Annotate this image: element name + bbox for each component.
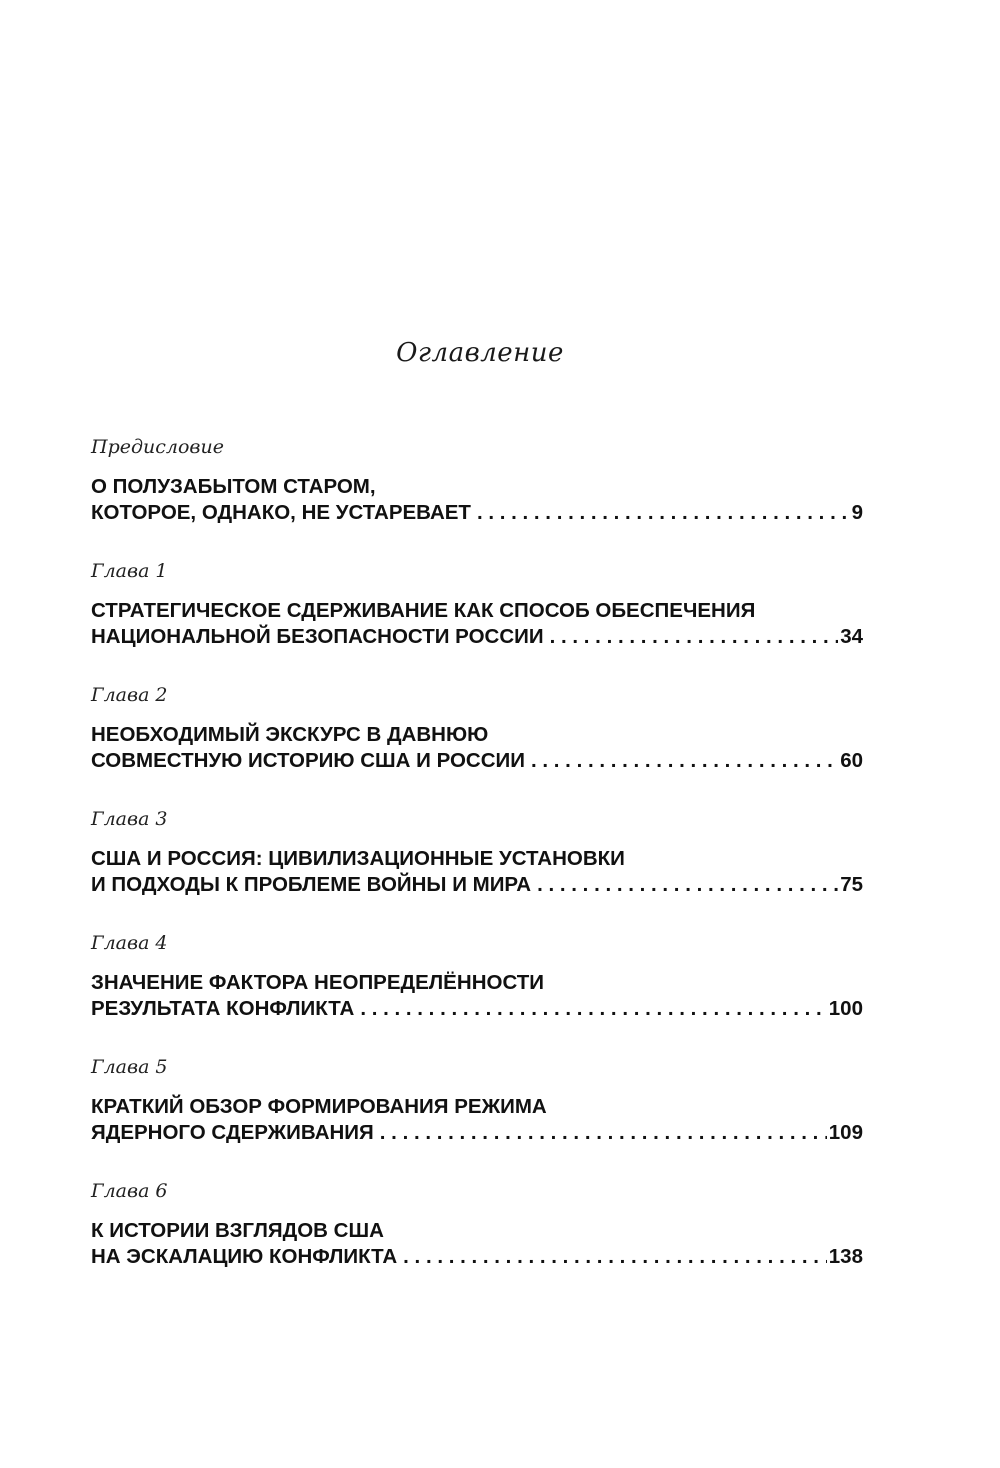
page-number: 60 [840, 749, 863, 772]
toc-entry-preface[interactable] [91, 436, 863, 560]
entry-title-line: СТРАТЕГИЧЕСКОЕ СДЕРЖИВАНИЕ КАК СПОСОБ ОБЕСПЕЧЕНИЯ [91, 599, 756, 622]
page-number: 75 [840, 873, 863, 896]
chapter-label: Глава 3 [91, 808, 168, 830]
dot-leader [531, 748, 838, 774]
page-number: 100 [828, 997, 863, 1020]
toc-entry-chapter-6[interactable] [91, 1180, 863, 1304]
entry-title-last-line [91, 624, 863, 650]
entry-title-line: РЕЗУЛЬТАТА КОНФЛИКТА [91, 997, 355, 1020]
toc-entry-chapter-1[interactable] [91, 560, 863, 684]
dot-leader [403, 1244, 827, 1270]
entry-title-line: НА ЭСКАЛАЦИЮ КОНФЛИКТА [91, 1245, 398, 1268]
page-number: 109 [828, 1121, 863, 1144]
chapter-label: Глава 5 [91, 1056, 168, 1078]
entry-title [91, 598, 863, 650]
toc-entry-chapter-5[interactable] [91, 1056, 863, 1180]
entry-title-line: США И РОССИЯ: ЦИВИЛИЗАЦИОННЫЕ УСТАНОВКИ [91, 847, 625, 870]
entry-title [91, 846, 863, 898]
entry-title-last-line [91, 1120, 863, 1146]
entry-title-line: СОВМЕСТНУЮ ИСТОРИЮ США И РОССИИ [91, 749, 525, 772]
dot-leader [550, 624, 839, 650]
entry-title-line: ЗНАЧЕНИЕ ФАКТОРА НЕОПРЕДЕЛЁННОСТИ [91, 971, 545, 994]
entry-title-line: КОТОРОЕ, ОДНАКО, НЕ УСТАРЕВАЕТ [91, 501, 471, 524]
entry-title-line: НАЦИОНАЛЬНОЙ БЕЗОПАСНОСТИ РОССИИ [91, 625, 544, 648]
page-number: 9 [851, 501, 863, 524]
chapter-label: Глава 1 [91, 560, 168, 582]
toc-entry-chapter-2[interactable] [91, 684, 863, 808]
entry-title-last-line [91, 748, 863, 774]
dot-leader [537, 872, 838, 898]
entry-title [91, 722, 863, 774]
chapter-label: Глава 4 [91, 932, 168, 954]
entry-title-line: НЕОБХОДИМЫЙ ЭКСКУРС В ДАВНЮЮ [91, 723, 489, 746]
entry-title [91, 474, 863, 526]
toc-entry-chapter-3[interactable] [91, 808, 863, 932]
chapter-label: Глава 6 [91, 1180, 168, 1202]
chapter-label: Глава 2 [91, 684, 168, 706]
entry-title-line: К ИСТОРИИ ВЗГЛЯДОВ США [91, 1219, 384, 1242]
entry-title-line: ЯДЕРНОГО СДЕРЖИВАНИЯ [91, 1121, 374, 1144]
toc-entry-chapter-4[interactable] [91, 932, 863, 1056]
dot-leader [477, 500, 850, 526]
table-of-contents [91, 436, 863, 1304]
entry-title [91, 970, 863, 1022]
entry-title-line: КРАТКИЙ ОБЗОР ФОРМИРОВАНИЯ РЕЖИМА [91, 1095, 547, 1118]
page-title: Оглавление [396, 338, 564, 368]
entry-title [91, 1218, 863, 1270]
page-number: 138 [828, 1245, 863, 1268]
chapter-label: Предисловие [91, 436, 224, 458]
entry-title-last-line [91, 872, 863, 898]
entry-title-line: О ПОЛУЗАБЫТОМ СТАРОМ, [91, 475, 376, 498]
page-number: 34 [840, 625, 863, 648]
dot-leader [360, 996, 826, 1022]
entry-title-line: И ПОДХОДЫ К ПРОБЛЕМЕ ВОЙНЫ И МИРА [91, 873, 532, 896]
dot-leader [380, 1120, 827, 1146]
entry-title-last-line [91, 500, 863, 526]
entry-title-last-line [91, 996, 863, 1022]
entry-title-last-line [91, 1244, 863, 1270]
entry-title [91, 1094, 863, 1146]
